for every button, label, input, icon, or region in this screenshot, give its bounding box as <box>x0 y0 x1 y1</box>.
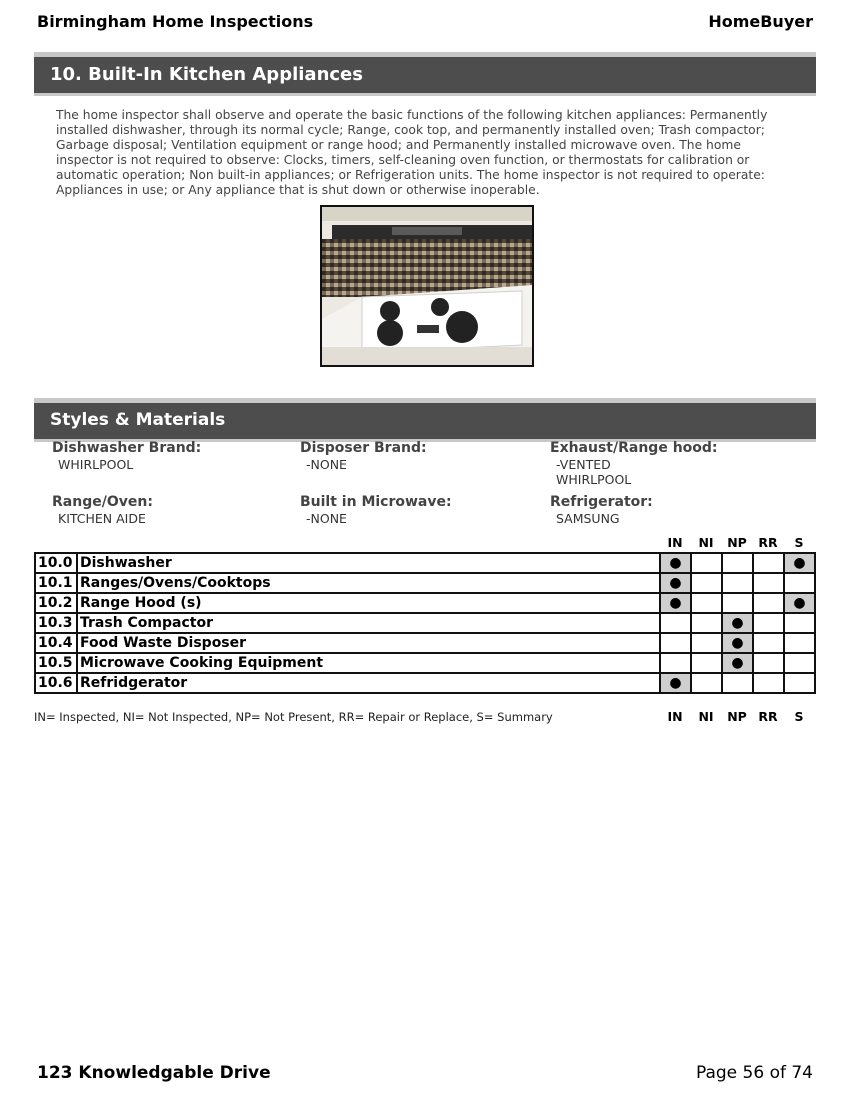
status-cell-in <box>660 633 691 653</box>
item-number: 10.3 <box>35 613 77 633</box>
section-description: The home inspector shall observe and operate the basic functions of the following kitchen appliances: Permanently installed dishwasher, through its normal cycle; Range, cook top, and permanently installed oven; Trash compactor; Garbage disposal; Ventilation equipment or range hood; and Permanently installed microwave oven. The home inspector is not required to observe: Clocks, timers, self-cleaning oven function, or thermostats for calibration or automatic operation; Non built-in appliances; or Refrigeration units. The home inspector is not required to operate: Appliances in use; or Any appliance that is shut down or otherwise inoperable. <box>56 108 768 197</box>
item-number: 10.5 <box>35 653 77 673</box>
item-name: Microwave Cooking Equipment <box>77 653 660 673</box>
status-cell-s <box>784 633 815 653</box>
microwave-value: -NONE <box>306 511 347 526</box>
col-head-np: NP <box>727 535 747 550</box>
item-number: 10.0 <box>35 553 77 573</box>
status-cell-ni <box>691 573 722 593</box>
status-cell-rr <box>753 573 784 593</box>
section-title: 10. Built-In Kitchen Appliances <box>50 64 363 85</box>
status-cell-np <box>722 673 753 693</box>
refrigerator-label: Refrigerator: <box>550 494 653 510</box>
item-name: Dishwasher <box>77 553 660 573</box>
col-foot-rr: RR <box>758 709 778 724</box>
styles-materials-title: Styles & Materials <box>50 410 226 430</box>
col-foot-ni: NI <box>698 709 714 724</box>
table-row <box>35 653 815 673</box>
exhaust-range-hood-value-2: WHIRLPOOL <box>556 472 632 487</box>
status-cell-np <box>722 553 753 573</box>
col-foot-s: S <box>794 709 804 724</box>
status-cell-s <box>784 613 815 633</box>
status-cell-rr <box>753 613 784 633</box>
status-cell-rr <box>753 673 784 693</box>
company-name: Birmingham Home Inspections <box>37 12 314 31</box>
col-head-s: S <box>794 535 804 550</box>
col-head-ni: NI <box>698 535 714 550</box>
status-cell-np <box>722 573 753 593</box>
status-cell-rr <box>753 553 784 573</box>
status-cell-np: ● <box>722 613 753 633</box>
item-number: 10.6 <box>35 673 77 693</box>
status-cell-ni <box>691 633 722 653</box>
inspection-items-table <box>34 552 816 694</box>
status-cell-rr <box>753 593 784 613</box>
status-cell-in: ● <box>660 553 691 573</box>
status-cell-ni <box>691 673 722 693</box>
refrigerator-value: SAMSUNG <box>556 511 620 526</box>
status-cell-in: ● <box>660 593 691 613</box>
status-cell-s <box>784 673 815 693</box>
status-cell-ni <box>691 613 722 633</box>
item-name: Ranges/Ovens/Cooktops <box>77 573 660 593</box>
status-cell-np: ● <box>722 633 753 653</box>
dishwasher-brand-label: Dishwasher Brand: <box>52 440 202 456</box>
range-oven-value: KITCHEN AIDE <box>58 511 146 526</box>
item-number: 10.4 <box>35 633 77 653</box>
status-cell-s <box>784 653 815 673</box>
disposer-brand-value: -NONE <box>306 457 347 472</box>
table-row <box>35 673 815 693</box>
status-cell-in <box>660 653 691 673</box>
item-name: Food Waste Disposer <box>77 633 660 653</box>
table-row <box>35 573 815 593</box>
item-name: Range Hood (s) <box>77 593 660 613</box>
exhaust-range-hood-label: Exhaust/Range hood: <box>550 440 718 456</box>
status-cell-ni <box>691 653 722 673</box>
item-number: 10.1 <box>35 573 77 593</box>
item-name: Refridgerator <box>77 673 660 693</box>
status-cell-ni <box>691 553 722 573</box>
item-name: Trash Compactor <box>77 613 660 633</box>
status-cell-np <box>722 593 753 613</box>
status-cell-rr <box>753 633 784 653</box>
item-number: 10.2 <box>35 593 77 613</box>
status-cell-np: ● <box>722 653 753 673</box>
col-head-rr: RR <box>758 535 778 550</box>
exhaust-range-hood-value: -VENTED <box>556 457 611 472</box>
range-oven-label: Range/Oven: <box>52 494 153 510</box>
status-cell-s: ● <box>784 553 815 573</box>
report-type: HomeBuyer <box>708 12 813 31</box>
footer-address: 123 Knowledgable Drive <box>37 1063 271 1083</box>
status-cell-ni <box>691 593 722 613</box>
table-row <box>35 553 815 573</box>
col-head-in: IN <box>667 535 683 550</box>
status-cell-in: ● <box>660 573 691 593</box>
cooktop-illustration <box>322 207 532 365</box>
status-cell-s <box>784 573 815 593</box>
kitchen-cooktop-photo <box>320 205 534 367</box>
dishwasher-brand-value: WHIRLPOOL <box>58 457 134 472</box>
section-title-bar <box>34 52 816 96</box>
col-foot-in: IN <box>667 709 683 724</box>
table-row <box>35 633 815 653</box>
legend: IN= Inspected, NI= Not Inspected, NP= Not Present, RR= Repair or Replace, S= Summary <box>34 710 553 724</box>
styles-materials-bar <box>34 398 816 442</box>
page-number: Page 56 of 74 <box>695 1063 813 1083</box>
status-cell-rr <box>753 653 784 673</box>
table-row <box>35 593 815 613</box>
status-cell-s: ● <box>784 593 815 613</box>
col-foot-np: NP <box>727 709 747 724</box>
microwave-label: Built in Microwave: <box>300 494 452 510</box>
inspection-items-body <box>35 553 815 693</box>
status-cell-in: ● <box>660 673 691 693</box>
table-row <box>35 613 815 633</box>
status-cell-in <box>660 613 691 633</box>
disposer-brand-label: Disposer Brand: <box>300 440 427 456</box>
